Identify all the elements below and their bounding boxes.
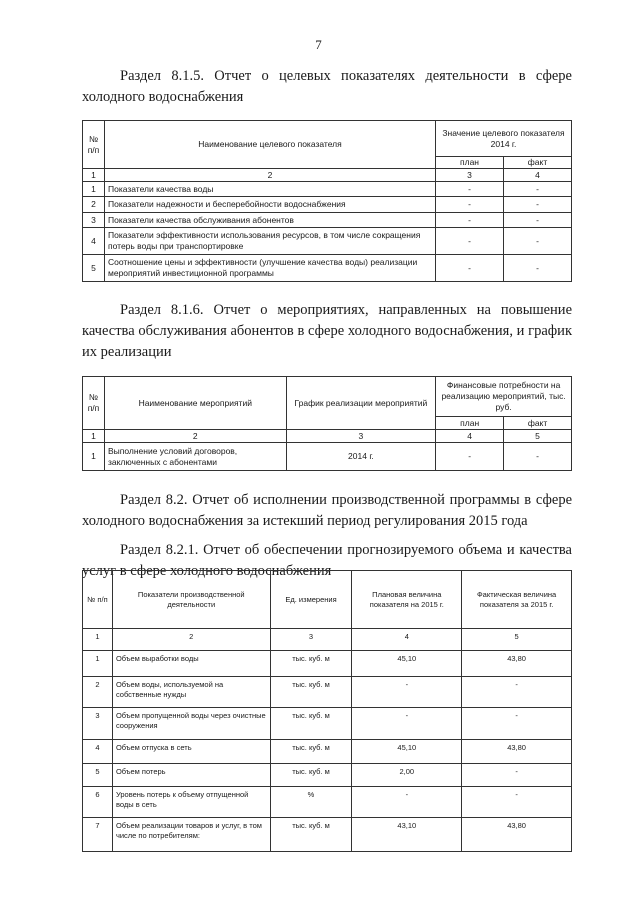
row-name: Уровень потерь к объему отпущенной воды в сеть: [112, 787, 270, 818]
row-fact: 43,80: [462, 651, 572, 677]
row-plan: -: [352, 787, 462, 818]
col-header-unit: Ед. измерения: [270, 571, 352, 629]
row-number: 2: [83, 677, 113, 708]
row-name: Объем выработки воды: [112, 651, 270, 677]
section-8-2-heading-line1: Раздел 8.2. Отчет об исполнении производственной программы в сфере: [120, 492, 572, 508]
row-unit: тыс. куб. м: [270, 651, 352, 677]
col-header-name: Показатели производственной деятельности: [112, 571, 270, 629]
row-fact: -: [462, 764, 572, 787]
row-number: 4: [83, 740, 113, 764]
table-row: [83, 677, 572, 708]
column-number: 2: [105, 169, 436, 182]
column-number: 5: [462, 629, 572, 651]
col-header-fact: факт: [504, 417, 572, 430]
row-name: Показатели эффективности использования ресурсов, в том числе сокращения потерь воды при транспортировке: [105, 228, 436, 255]
row-name: Соотношение цены и эффективности (улучшение качества воды) реализации мероприятий инвестиционной программы: [105, 255, 436, 282]
row-plan: -: [436, 213, 504, 228]
row-number: 5: [83, 764, 113, 787]
row-plan: -: [352, 677, 462, 708]
row-number: 3: [83, 213, 105, 228]
row-plan: -: [352, 708, 462, 740]
table-row: [83, 818, 572, 852]
column-number: 3: [436, 169, 504, 182]
target-indicators-table: [82, 120, 572, 282]
table-row: [83, 740, 572, 764]
column-number: 1: [83, 169, 105, 182]
row-unit: тыс. куб. м: [270, 764, 352, 787]
section-8-1-6-heading-line1: Раздел 8.1.6. Отчет о мероприятиях, направленных на повышение: [120, 302, 572, 318]
column-number: 2: [112, 629, 270, 651]
section-8-1-5-heading-line1: Раздел 8.1.5. Отчет о целевых показателях деятельности в сфере: [120, 68, 572, 84]
row-unit: тыс. куб. м: [270, 708, 352, 740]
row-unit: %: [270, 787, 352, 818]
row-unit: тыс. куб. м: [270, 818, 352, 852]
table-row: [83, 213, 572, 228]
row-fact: -: [462, 787, 572, 818]
row-fact: -: [504, 228, 572, 255]
table-row: [83, 197, 572, 213]
column-number: 4: [352, 629, 462, 651]
table-row: [83, 651, 572, 677]
row-plan: -: [436, 197, 504, 213]
column-number-row: [83, 169, 572, 182]
row-plan: 45,10: [352, 740, 462, 764]
section-8-2-heading: [82, 490, 572, 532]
row-schedule: 2014 г.: [286, 443, 436, 471]
row-plan: 2,00: [352, 764, 462, 787]
row-name: Объем потерь: [112, 764, 270, 787]
column-number: 2: [104, 430, 286, 443]
col-header-no: № п/п: [83, 377, 105, 430]
col-header-plan: план: [436, 157, 504, 169]
table-row: [83, 182, 572, 197]
col-header-name: Наименование целевого показателя: [105, 121, 436, 169]
row-plan: -: [436, 182, 504, 197]
production-program-table: [82, 570, 572, 852]
measures-table: [82, 376, 572, 471]
row-plan: -: [436, 255, 504, 282]
row-fact: -: [504, 213, 572, 228]
row-fact: -: [504, 443, 572, 471]
row-number: 2: [83, 197, 105, 213]
column-number: 4: [436, 430, 504, 443]
page-number: 7: [315, 37, 322, 52]
col-header-plan: Плановая величина показателя на 2015 г.: [352, 571, 462, 629]
column-number-row: [83, 430, 572, 443]
table-row: [83, 764, 572, 787]
row-name: Объем пропущенной воды через очистные сооружения: [112, 708, 270, 740]
section-8-2-1-heading-line2: услуг в сфере холодного водоснабжения: [82, 563, 332, 579]
col-header-plan: план: [436, 417, 504, 430]
row-fact: 43,80: [462, 740, 572, 764]
column-number: 4: [504, 169, 572, 182]
section-8-1-6-heading-line3: их реализации: [82, 344, 172, 360]
col-header-no: № п/п: [83, 121, 105, 169]
row-name: Показатели качества воды: [105, 182, 436, 197]
row-fact: -: [504, 197, 572, 213]
row-number: 4: [83, 228, 105, 255]
row-fact: 43,80: [462, 818, 572, 852]
column-number: 3: [286, 430, 436, 443]
col-header-value: Значение целевого показателя 2014 г.: [436, 121, 572, 157]
row-number: 1: [83, 443, 105, 471]
row-number: 1: [83, 182, 105, 197]
row-plan: 43,10: [352, 818, 462, 852]
row-name: Объем реализации товаров и услуг, в том числе по потребителям:: [112, 818, 270, 852]
row-plan: 45,10: [352, 651, 462, 677]
section-8-2-heading-line2: холодного водоснабжения за истекший период регулирования 2015 года: [82, 513, 528, 529]
row-fact: -: [504, 182, 572, 197]
section-8-1-5-heading-line2: холодного водоснабжения: [82, 89, 244, 105]
section-8-2-1-heading-line1: Раздел 8.2.1. Отчет об обеспечении прогнозируемого объема и качества: [120, 542, 572, 558]
col-header-finance: Финансовые потребности на реализацию мероприятий, тыс. руб.: [436, 377, 572, 417]
table-row: [83, 443, 572, 471]
table-row: [83, 255, 572, 282]
row-name: Показатели качества обслуживания абонентов: [105, 213, 436, 228]
row-number: 3: [83, 708, 113, 740]
row-number: 6: [83, 787, 113, 818]
column-number: 3: [270, 629, 352, 651]
column-number: 1: [83, 430, 105, 443]
row-number: 7: [83, 818, 113, 852]
table-row: [83, 228, 572, 255]
row-plan: -: [436, 443, 504, 471]
row-number: 5: [83, 255, 105, 282]
row-unit: тыс. куб. м: [270, 677, 352, 708]
row-fact: -: [462, 708, 572, 740]
column-number: 5: [504, 430, 572, 443]
section-8-1-5-heading: [82, 66, 572, 108]
section-8-1-6-heading: [82, 300, 572, 363]
row-fact: -: [462, 677, 572, 708]
table-row: [83, 787, 572, 818]
row-fact: -: [504, 255, 572, 282]
table-header-row: [83, 377, 572, 417]
row-name: Объем воды, используемой на собственные нужды: [112, 677, 270, 708]
col-header-fact: факт: [504, 157, 572, 169]
row-number: 1: [83, 651, 113, 677]
column-number: 1: [83, 629, 113, 651]
col-header-no: № п/п: [83, 571, 113, 629]
row-name: Показатели надежности и бесперебойности водоснабжения: [105, 197, 436, 213]
row-unit: тыс. куб. м: [270, 740, 352, 764]
table-row: [83, 708, 572, 740]
table-header-row: [83, 121, 572, 157]
row-name: Объем отпуска в сеть: [112, 740, 270, 764]
col-header-schedule: График реализации мероприятий: [286, 377, 436, 430]
section-8-1-6-heading-line2: качества обслуживания абонентов в сфере холодного водоснабжения, и график: [82, 323, 572, 339]
row-plan: -: [436, 228, 504, 255]
table-header-row: [83, 571, 572, 629]
column-number-row: [83, 629, 572, 651]
col-header-name: Наименование мероприятий: [104, 377, 286, 430]
col-header-fact: Фактическая величина показателя за 2015 г.: [462, 571, 572, 629]
row-name: Выполнение условий договоров, заключенных с абонентами: [104, 443, 286, 471]
